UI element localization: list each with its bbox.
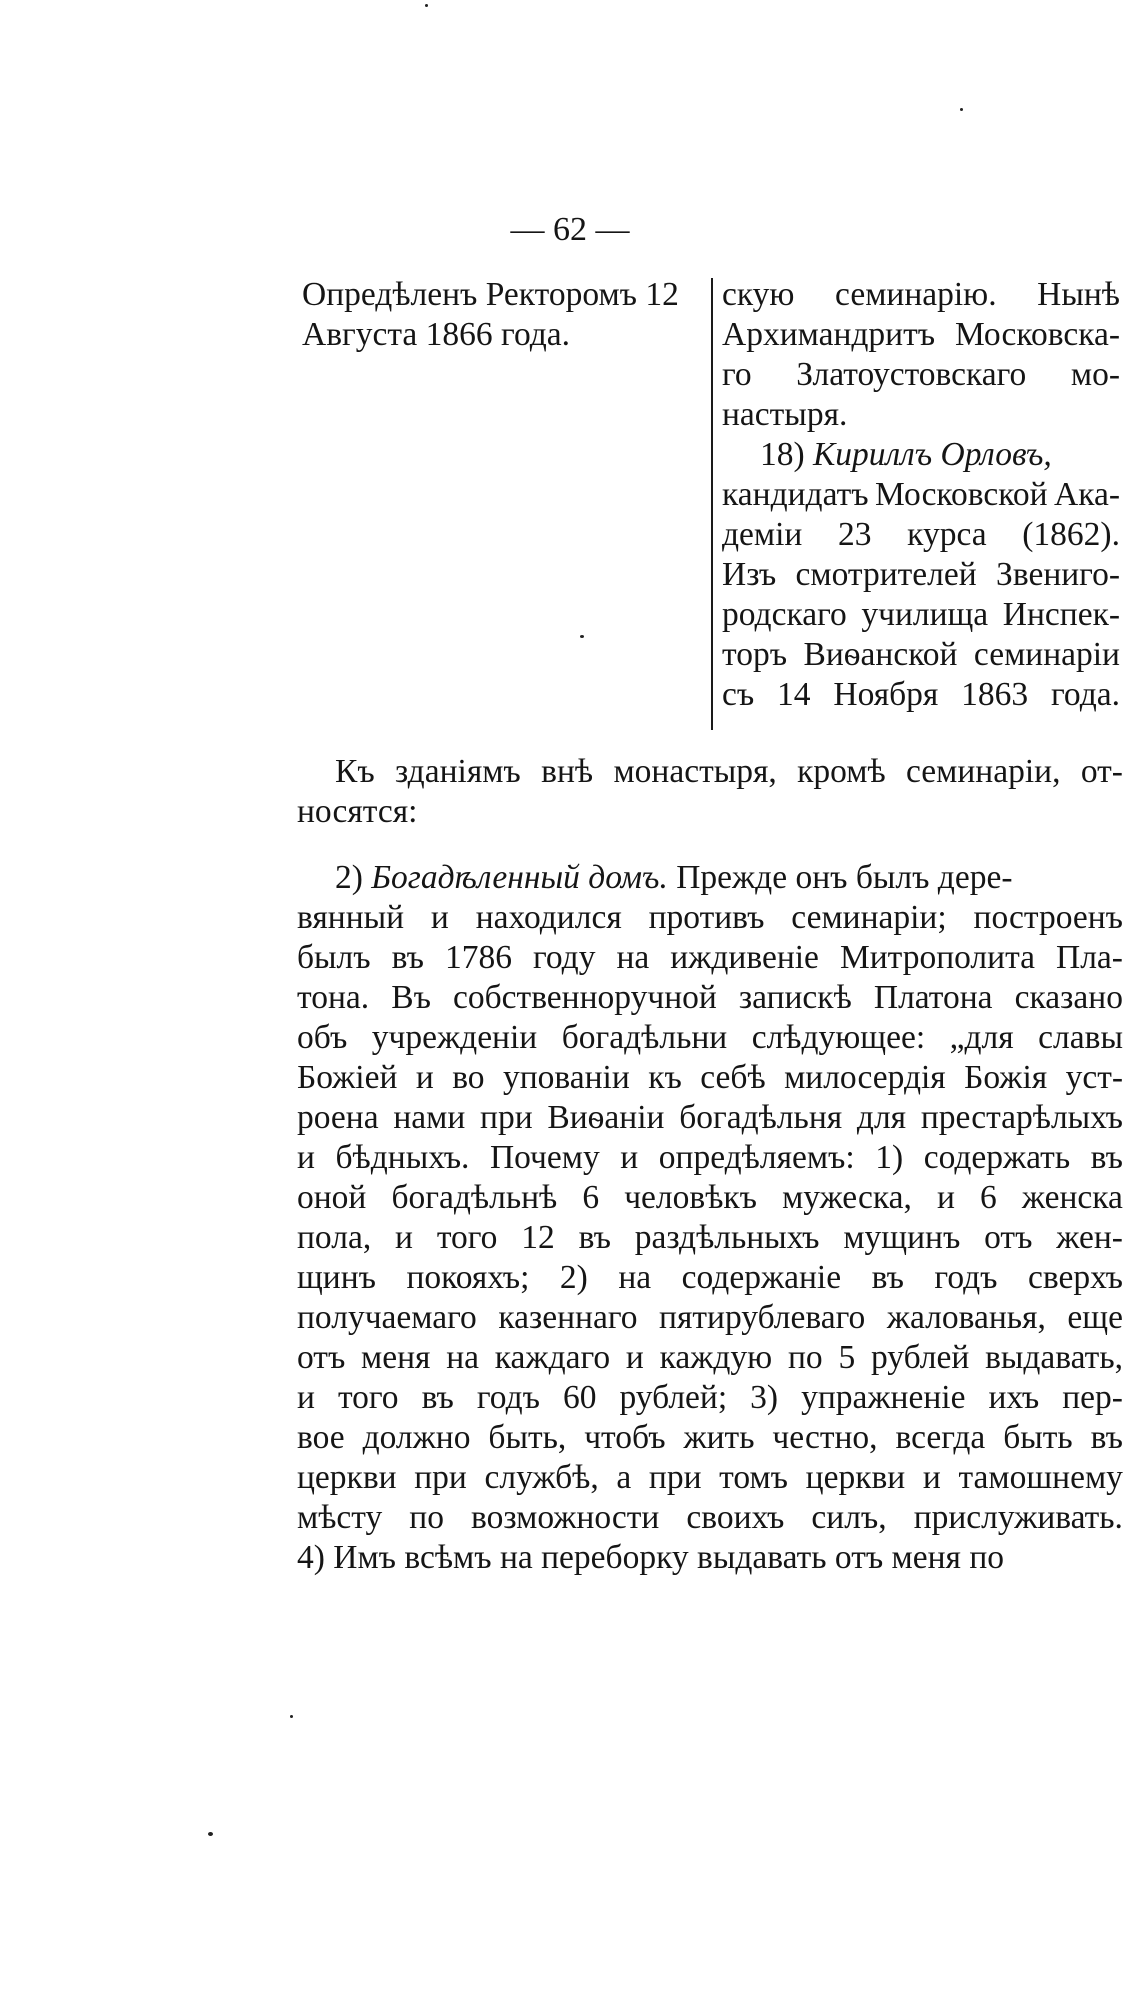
word: 3) xyxy=(750,1379,779,1416)
right-column-line xyxy=(722,275,1120,315)
word: семинаріи xyxy=(973,636,1120,673)
right-column-line xyxy=(722,675,1120,715)
word: построенъ xyxy=(973,899,1123,936)
word: мущинъ xyxy=(843,1219,961,1256)
word: отъ xyxy=(297,1339,346,1376)
word: собственноручной xyxy=(453,979,717,1016)
word: и xyxy=(297,1139,315,1176)
right-column-line xyxy=(722,555,1120,595)
word: на xyxy=(618,1259,652,1296)
body-line xyxy=(297,898,1123,938)
word: Московска- xyxy=(954,316,1120,353)
word: къ xyxy=(648,1059,682,1096)
word: упражненіе xyxy=(801,1379,966,1416)
body-line xyxy=(297,1378,1123,1418)
word: по xyxy=(409,1499,444,1536)
word: Божіей xyxy=(297,1059,398,1096)
word: рублей; xyxy=(619,1379,728,1416)
word: чтобъ xyxy=(584,1419,666,1456)
word: честно, xyxy=(772,1419,878,1456)
word: на xyxy=(446,1339,480,1376)
word: вое xyxy=(297,1419,345,1456)
word: получаемаго xyxy=(297,1299,477,1336)
word: зданіямъ xyxy=(395,753,521,790)
word: рублей xyxy=(870,1339,970,1376)
word: и xyxy=(625,1339,644,1376)
word: Митрополита xyxy=(839,939,1035,976)
word: богадѣльни xyxy=(561,1019,728,1056)
word: и xyxy=(415,1059,434,1096)
body-line xyxy=(297,1178,1123,1218)
word: Божія xyxy=(964,1059,1048,1096)
word: родскаго xyxy=(722,596,847,633)
word: съ xyxy=(722,676,755,713)
paragraph-title: Богадѣленный домъ. xyxy=(371,859,668,896)
body-line: носятся: xyxy=(297,793,418,830)
word: годъ xyxy=(934,1259,998,1296)
word: годъ xyxy=(476,1379,540,1416)
word: а xyxy=(616,1459,632,1496)
word: „для xyxy=(949,1019,1014,1056)
paragraph-intro xyxy=(297,752,1123,832)
right-column-line xyxy=(722,355,1120,395)
entry-heading xyxy=(722,435,1120,475)
word: себѣ xyxy=(700,1059,766,1096)
word: въ xyxy=(391,939,424,976)
word: курса xyxy=(907,516,987,553)
paragraph-main xyxy=(297,858,1123,1578)
word: жить xyxy=(683,1419,755,1456)
word: Виѳанской xyxy=(803,636,958,673)
body-line xyxy=(297,1498,1123,1538)
word: и xyxy=(620,1139,639,1176)
scan-speck xyxy=(290,1715,293,1718)
word: пола, xyxy=(297,1219,372,1256)
word: богадѣльня xyxy=(679,1099,843,1136)
word: и xyxy=(395,1219,413,1256)
word: учрежденіи xyxy=(371,1019,538,1056)
word: скую xyxy=(722,276,795,313)
word: славы xyxy=(1038,1019,1123,1056)
word: Златоустовскаго xyxy=(796,356,1027,393)
word: кромѣ xyxy=(797,753,886,790)
column-divider xyxy=(711,278,713,730)
word: упованіи xyxy=(502,1059,630,1096)
word: 6 xyxy=(980,1179,997,1216)
word: Почему xyxy=(489,1139,600,1176)
word: и xyxy=(922,1459,941,1496)
word: семинаріи, xyxy=(906,753,1061,790)
word: Виѳаніи xyxy=(547,1099,665,1136)
body-line xyxy=(297,1258,1123,1298)
right-column-line xyxy=(722,595,1120,635)
right-column-line xyxy=(722,515,1120,555)
word: роена xyxy=(297,1099,379,1136)
word: монастыря, xyxy=(613,753,777,790)
word: по xyxy=(787,1339,823,1376)
word: каждую xyxy=(659,1339,773,1376)
paragraph-first-line-text: Прежде онъ былъ дере- xyxy=(676,859,1013,896)
word: 23 xyxy=(838,516,872,553)
body-line xyxy=(297,938,1123,978)
word: Звениго- xyxy=(996,556,1120,593)
word: бѣдныхъ. xyxy=(335,1139,470,1176)
body-line xyxy=(297,1218,1123,1258)
word: при xyxy=(414,1459,467,1496)
word: и xyxy=(430,899,449,936)
word: иждивеніе xyxy=(670,939,819,976)
word: 1786 xyxy=(444,939,512,976)
word: того xyxy=(436,1219,498,1256)
word: меня xyxy=(361,1339,431,1376)
body-line xyxy=(297,1338,1123,1378)
word: Изъ xyxy=(722,556,777,593)
word: быть, xyxy=(488,1419,567,1456)
right-column-line: настыря. xyxy=(722,396,848,433)
word: Архимандритъ xyxy=(722,316,936,353)
word: женска xyxy=(1021,1179,1123,1216)
word: смотрителей xyxy=(795,556,977,593)
word: въ xyxy=(871,1259,904,1296)
word: 6 xyxy=(582,1179,600,1216)
word: въ xyxy=(1090,1139,1123,1176)
word: возможности xyxy=(471,1499,660,1536)
word: церкви xyxy=(805,1459,906,1496)
word: мо- xyxy=(1070,356,1120,393)
word: слѣдующее: xyxy=(751,1019,926,1056)
word: щинъ xyxy=(297,1259,376,1296)
word: всегда xyxy=(895,1419,986,1456)
word: жалованья, xyxy=(886,1299,1046,1336)
entry-number: 18) xyxy=(760,436,805,473)
right-column-line xyxy=(722,475,1120,515)
word: былъ xyxy=(297,939,371,976)
word: 1863 xyxy=(961,676,1029,713)
word: содержать xyxy=(923,1139,1071,1176)
scan-speck xyxy=(208,1832,213,1836)
paragraph-number: 2) xyxy=(335,859,363,896)
word: деміи xyxy=(722,516,803,553)
word: тона. xyxy=(297,979,370,1016)
word: уст- xyxy=(1065,1059,1123,1096)
word: еще xyxy=(1067,1299,1123,1336)
word: покояхъ; xyxy=(406,1259,530,1296)
word: Ноября xyxy=(833,676,939,713)
word: во xyxy=(452,1059,485,1096)
word: году xyxy=(532,939,596,976)
left-column-line: Августа 1866 года. xyxy=(302,316,571,353)
body-line: 4) Имъ всѣмъ на переборку выдавать отъ меня по xyxy=(297,1539,1005,1576)
word: запискѣ xyxy=(738,979,852,1016)
page-number-text: — 62 — xyxy=(510,211,630,248)
word: должно xyxy=(362,1419,471,1456)
word: Ака- xyxy=(1054,476,1120,513)
body-line xyxy=(297,752,1123,792)
word: Къ xyxy=(335,753,375,790)
word: человѣкъ xyxy=(624,1179,757,1216)
word: Пла- xyxy=(1056,939,1123,976)
word: 5 xyxy=(838,1339,856,1376)
word: службѣ, xyxy=(484,1459,599,1496)
word: быть xyxy=(1003,1419,1073,1456)
word: го xyxy=(722,356,752,393)
word: пер- xyxy=(1062,1379,1123,1416)
right-column-line xyxy=(722,635,1120,675)
word: мѣсту xyxy=(297,1499,383,1536)
word: 14 xyxy=(777,676,811,713)
word: раздѣльныхъ xyxy=(634,1219,820,1256)
word: томъ xyxy=(719,1459,789,1496)
word: богадѣльнѣ xyxy=(391,1179,558,1216)
entry-name: Кириллъ Орловъ, xyxy=(813,436,1052,473)
word: въ xyxy=(1090,1419,1123,1456)
word: (1862). xyxy=(1022,516,1120,553)
word: училища xyxy=(861,596,989,633)
word: своихъ xyxy=(686,1499,785,1536)
word: 12 xyxy=(521,1219,555,1256)
scan-speck xyxy=(960,108,963,111)
right-column-line xyxy=(722,315,1120,355)
right-column xyxy=(722,275,1120,715)
body-line xyxy=(297,1058,1123,1098)
body-line xyxy=(297,1138,1123,1178)
word: семинарію. xyxy=(835,276,997,313)
body-line xyxy=(297,1098,1123,1138)
paragraph-main-first-line xyxy=(297,858,1123,898)
word: пятирублеваго xyxy=(659,1299,866,1336)
word: кандидатъ xyxy=(722,476,869,513)
word: и xyxy=(297,1379,315,1416)
word: выдавать, xyxy=(985,1339,1123,1376)
word: Платона xyxy=(873,979,993,1016)
word: при xyxy=(648,1459,702,1496)
body-line xyxy=(297,1458,1123,1498)
word: года. xyxy=(1051,676,1120,713)
word: нами xyxy=(393,1099,466,1136)
left-column xyxy=(302,275,702,355)
word: внѣ xyxy=(541,753,594,790)
word: престарѣлыхъ xyxy=(920,1099,1123,1136)
body-line xyxy=(297,1018,1123,1058)
word: каждаго xyxy=(494,1339,611,1376)
word: 60 xyxy=(562,1379,597,1416)
word: оной xyxy=(297,1179,367,1216)
word: сверхъ xyxy=(1028,1259,1123,1296)
word: въ xyxy=(421,1379,454,1416)
word: жен- xyxy=(1056,1219,1123,1256)
word: Московской xyxy=(875,476,1048,513)
word: 2) xyxy=(559,1259,588,1296)
word: въ xyxy=(578,1219,611,1256)
word: находился xyxy=(475,899,622,936)
word: сказано xyxy=(1014,979,1123,1016)
word: и xyxy=(937,1179,955,1216)
word: при xyxy=(480,1099,533,1136)
word: казеннаго xyxy=(498,1299,638,1336)
word: Въ xyxy=(391,979,431,1016)
left-column-line: Опредѣленъ Ректоромъ 12 xyxy=(302,276,679,313)
word: вянный xyxy=(297,899,405,936)
word: церкви xyxy=(297,1459,397,1496)
word: для xyxy=(856,1099,907,1136)
word: на xyxy=(616,939,650,976)
page-number xyxy=(0,210,1140,250)
body-line xyxy=(297,1298,1123,1338)
word: опредѣляемъ: xyxy=(658,1139,855,1176)
word: торъ xyxy=(722,636,788,673)
scan-speck xyxy=(580,635,584,638)
word: прислуживать. xyxy=(913,1499,1123,1536)
word: милосердія xyxy=(784,1059,946,1096)
word: противъ xyxy=(648,899,765,936)
word: семинаріи; xyxy=(791,899,947,936)
word: от- xyxy=(1080,753,1123,790)
word: Инспек- xyxy=(1002,596,1120,633)
word: силъ, xyxy=(811,1499,887,1536)
word: отъ xyxy=(984,1219,1033,1256)
word: тамошнему xyxy=(958,1459,1123,1496)
word: того xyxy=(337,1379,399,1416)
body-line xyxy=(297,1418,1123,1458)
word: объ xyxy=(297,1019,348,1056)
word: ихъ xyxy=(988,1379,1040,1416)
body-text xyxy=(297,752,1123,1578)
word: содержаніе xyxy=(681,1259,842,1296)
word: 1) xyxy=(875,1139,904,1176)
body-line xyxy=(297,978,1123,1018)
word: Нынѣ xyxy=(1037,276,1120,313)
scan-speck xyxy=(425,4,428,7)
word: мужеска, xyxy=(782,1179,912,1216)
